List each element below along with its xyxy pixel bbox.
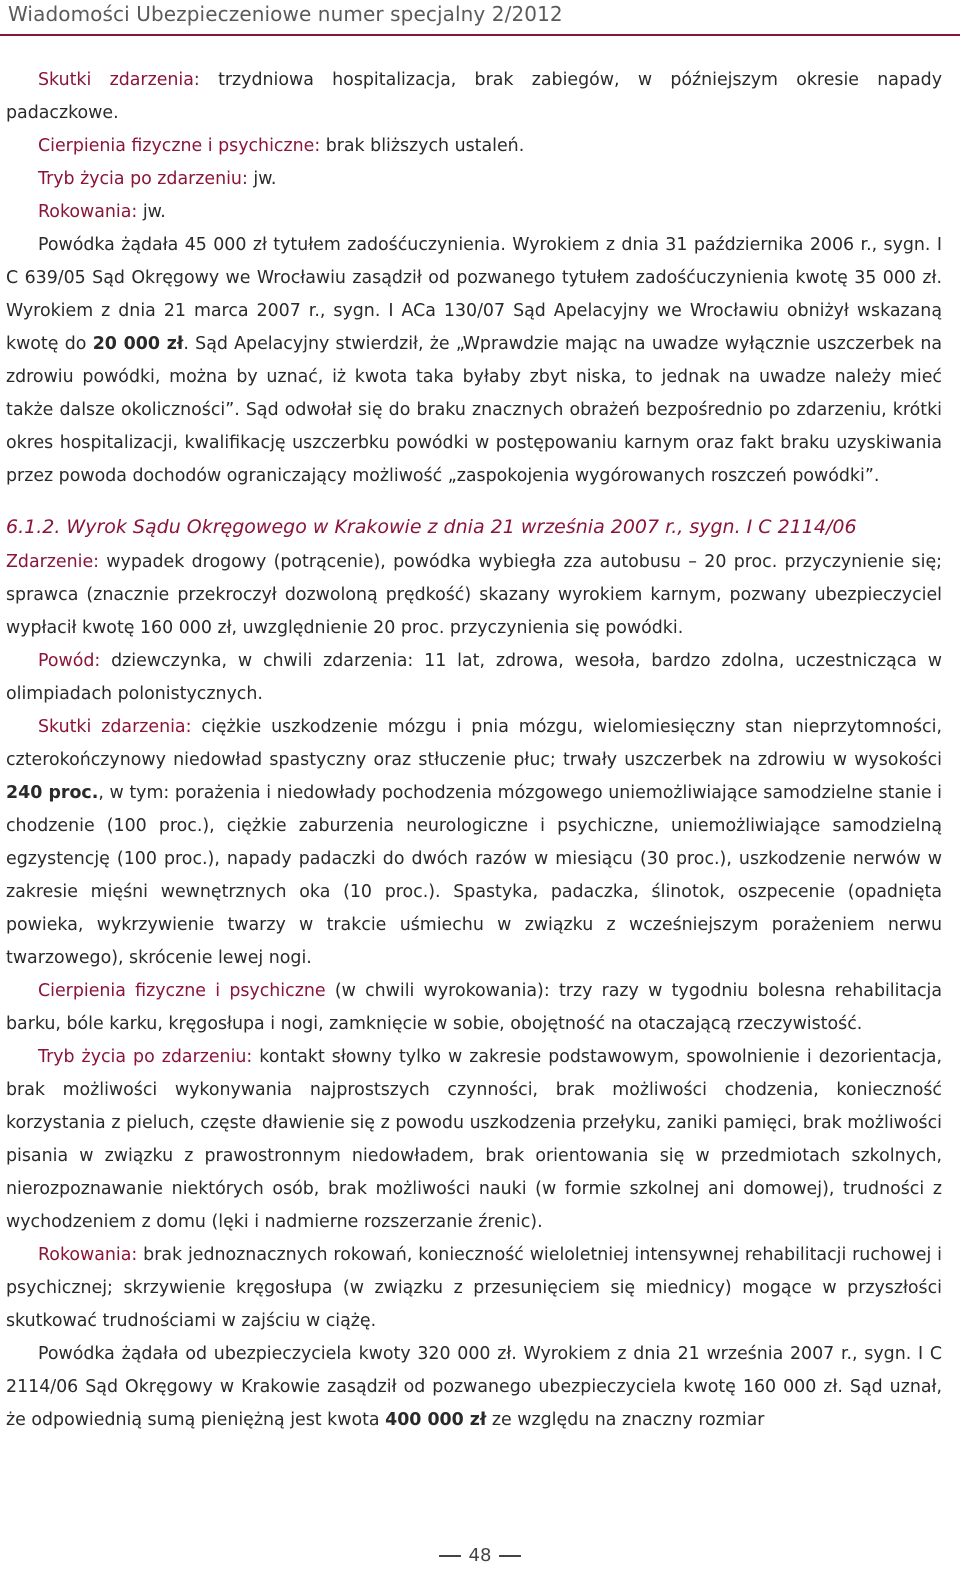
text: brak jednoznacznych rokowań, konieczność wieloletniej intensywnej rehabilitacji ruchowej i psychicznej; skrzywienie kręgosłupa (w związku z przesunięciem się miednicy) mogące w przyszłości skutkować trudnościami w zajściu w ciążę. [6,1245,942,1331]
text: jw. [137,202,166,222]
label: Powód: [38,651,101,671]
paragraph-judgment [6,229,942,493]
text: kontakt słowny tylko w zakresie podstawowym, spowolnienie i dezorientacja, brak możliwości wykonywania najprostszych czynności, brak możliwości chodzenia, konieczność korzystania z pieluch, częste dławienie się z powodu uszkodzenia przełyku, zaniki pamięci, brak możliwości pisania w związku z prawostronnym niedowładem, brak orientowania się w przedmiotach szkolnych, nierozpoznawanie niektórych osób, brak możliwości nauki (w formie szkolnej ani domowej), trudności z wychodzeniem z domu (lęki i nadmierne rozszerzanie źrenic). [6,1047,942,1232]
footer-dash [499,1555,521,1557]
paragraph-suffering [6,975,942,1041]
publication-title: Wiadomości Ubezpieczeniowe numer specjalny 2/2012 [8,2,563,26]
text: ze względu na znaczny rozmiar [486,1410,765,1430]
paragraph-event-effects [6,64,942,130]
label: Zdarzenie: [6,552,99,572]
label: Rokowania: [38,1245,138,1265]
text: (w chwili wyrokowania): trzy razy w tygodniu bolesna rehabilitacja barku, bóle karku, kręgosłupa i nogi, zamknięcie w sobie, obojętność na otaczającą rzeczywistość. [6,981,942,1034]
page-number: 48 [468,1545,492,1566]
section-heading: 6.1.2. Wyrok Sądu Okręgowego w Krakowie z dnia 21 września 2007 r., sygn. I C 2114/06 [6,516,857,538]
article-body [6,64,942,1437]
paragraph-prognosis [6,196,942,229]
page-footer [0,1545,960,1575]
text: Powódka żądała od ubezpieczyciela kwoty 320 000 zł. Wyrokiem z dnia 21 września 2007 r., sygn. I C 2114/06 Sąd Okręgowy w Krakowie zasądził od pozwanego ubezpieczyciela kwotę 160 000 zł. Sąd uznał, że odpowiednią sumą pieniężną jest kwota [6,1344,942,1430]
label: Cierpienia fizyczne i psychiczne [38,981,326,1001]
label: Skutki zdarzenia: [38,717,192,737]
paragraph-prognosis [6,1239,942,1338]
text: , w tym: porażenia i niedowłady pochodzenia mózgowego uniemożliwiające samodzielne stanie i chodzenie (100 proc.), ciężkie zaburzenia neurologiczne i psychiczne, uniemożliwiające samodzielną egzystencję (100 proc.), napady padaczki do dwóch razów w miesiącu (30 proc.), uszkodzenie nerwów w zakresie mięśni wewnętrznych oka (10 proc.). Spastyka, padaczka, ślinotok, oszpecenie (opadnięta powieka, wykrzywienie twarzy w trakcie uśmiechu w związku z wcześniejszym porażeniem nerwu twarzowego), skrócenie lewej nogi. [6,783,943,968]
label: Rokowania: [38,202,138,222]
paragraph-event-effects [6,711,942,975]
text: dziewczynka, w chwili zdarzenia: 11 lat, zdrowa, wesoła, bardzo zdolna, uczestnicząca w olimpiadach polonistycznych. [6,651,942,704]
amount: 20 000 zł [92,334,184,354]
header-divider [0,34,960,36]
paragraph-judgment [6,1338,942,1437]
paragraph-incident [6,546,942,645]
label: Cierpienia fizyczne i psychiczne: [38,136,321,156]
paragraph-lifestyle [6,163,942,196]
label: Skutki zdarzenia: [38,70,200,90]
text: jw. [247,169,277,189]
paragraph-lifestyle [6,1041,942,1239]
amount: 400 000 zł [385,1410,487,1430]
text: wypadek drogowy (potrącenie), powódka wybiegła zza autobusu – 20 proc. przyczynienie się; sprawca (znacznie przekroczył dozwoloną prędkość) skazany wyrokiem karnym, pozwany ubezpieczyciel wypłacił kwotę 160 000 zł, uwzględnienie 20 proc. przyczynienia się powódki. [6,552,942,638]
text: ciężkie uszkodzenie mózgu i pnia mózgu, wielomiesięczny stan nieprzytomności, czterokończynowy niedowład spastyczny oraz stłuczenie płuc; trwały uszczerbek na zdrowiu w wysokości [6,717,942,770]
page-header [0,0,960,30]
percentage: 240 proc. [6,783,99,803]
label: Tryb życia po zdarzeniu: [38,169,248,189]
label: Tryb życia po zdarzeniu: [38,1047,253,1067]
text: brak bliższych ustaleń. [320,136,525,156]
text: trzydniowa hospitalizacja, brak zabiegów, w późniejszym okresie napady padaczkowe. [6,70,942,123]
text: Powódka żądała 45 000 zł tytułem zadośćuczynienia. Wyrokiem z dnia 31 października 2006 r., sygn. I C 639/05 Sąd Okręgowy we Wrocławiu zasądził od pozwanego tytułem zadośćuczynienia kwotę 35 000 zł. Wyrokiem z dnia 21 marca 2007 r., sygn. I ACa 130/07 Sąd Apelacyjny we Wrocławiu obniżył wskazaną kwotę do [6,235,942,354]
paragraph-suffering [6,130,942,163]
paragraph-claimant [6,645,942,711]
text: . Sąd Apelacyjny stwierdził, że „Wprawdzie mając na uwadze wyłącznie uszczerbek na zdrowiu powódki, można by uznać, iż kwota taka byłaby zbyt niska, to jednak na uwadze należy mieć także dalsze okoliczności”. Sąd odwołał się do braku znacznych obrażeń bezpośrednio po zdarzeniu, krótki okres hospitalizacji, kwalifikację uszczerbku powódki w postępowaniu karnym oraz fakt braku uzyskiwania przez powoda dochodów ograniczający możliwość „zaspokojenia wygórowanych roszczeń powódki”. [6,334,943,486]
footer-dash [439,1555,461,1557]
